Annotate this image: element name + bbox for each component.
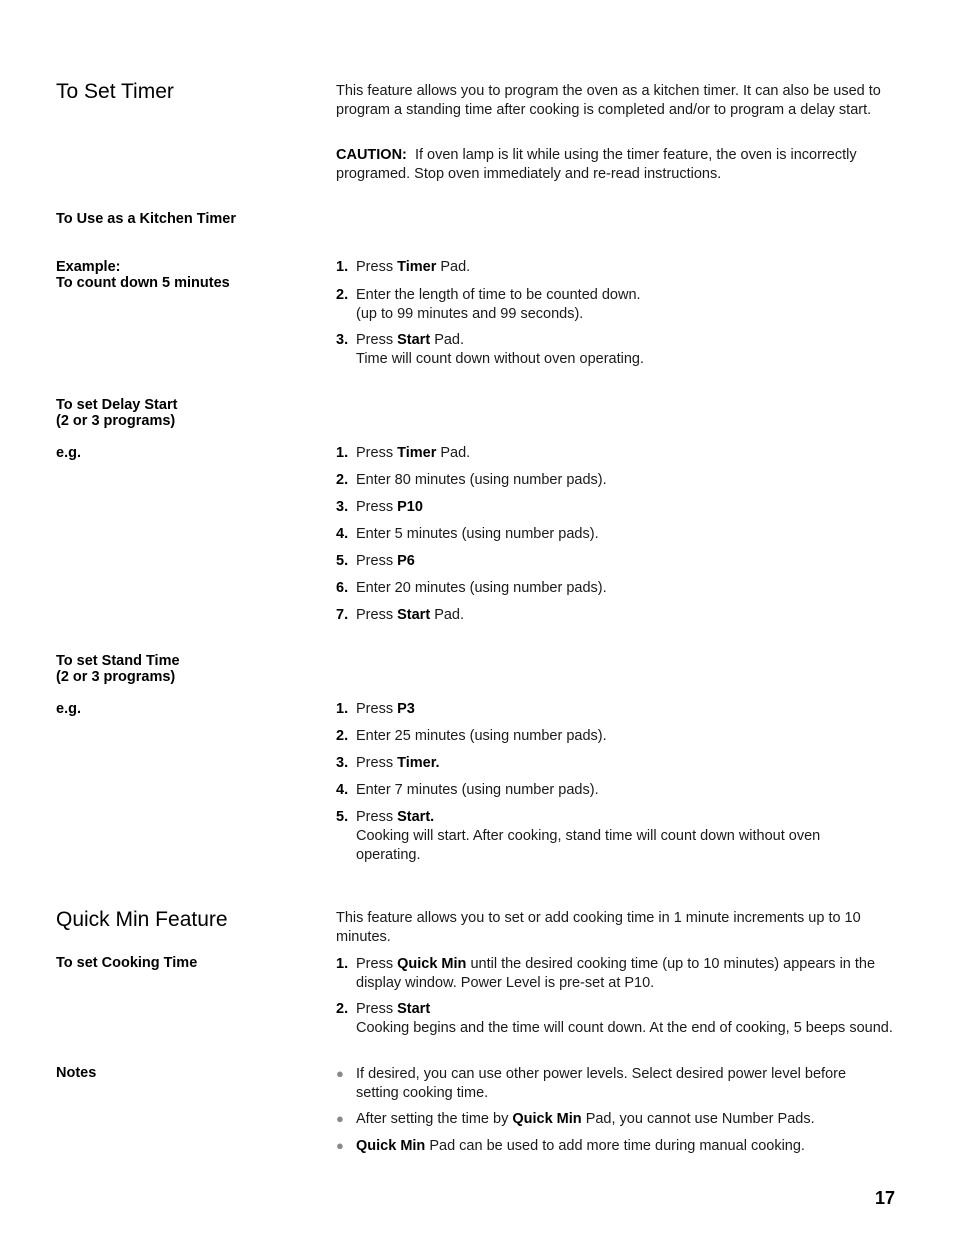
delay-step-6: 6. Enter 20 minutes (using number pads).	[336, 580, 607, 596]
example-label: Example: To count down 5 minutes	[56, 259, 230, 291]
timer-caution	[336, 146, 896, 183]
timer-intro: This feature allows you to program the oven as a kitchen timer. It can also be used to program a standing time after cooking is completed and/or to program a delay start.	[336, 83, 881, 118]
delay-step-1: 1. Press Timer Pad.	[336, 445, 471, 461]
delay-start-label: To set Delay Start (2 or 3 programs)	[56, 397, 178, 429]
bullet-icon: ●	[336, 1138, 344, 1153]
kitchen-step-2: 2. Enter the length of time to be counted down. (up to 99 minutes and 99 seconds).	[336, 287, 641, 322]
stand-step-5: 5. Press Start. Cooking will start. After cooking, stand time will count down without oven operating.	[336, 809, 821, 863]
notes-label: Notes	[56, 1065, 97, 1081]
note-item-1: ● If desired, you can use other power levels. Select desired power level before setting cooking time.	[336, 1066, 847, 1101]
delay-step-4: 4. Enter 5 minutes (using number pads).	[336, 526, 599, 542]
caution-text: If oven lamp is lit while using the timer feature, the oven is incorrectly programed. Stop oven immediately and re-read instructions.	[336, 147, 857, 182]
page-number: 17	[875, 1188, 896, 1208]
stand-step-2: 2. Enter 25 minutes (using number pads).	[336, 728, 607, 744]
note-item-2: ● After setting the time by Quick Min Pad, you cannot use Number Pads.	[336, 1111, 815, 1127]
kitchen-timer-label: To Use as a Kitchen Timer	[56, 211, 236, 227]
delay-step-5: 5. Press P6	[336, 553, 415, 569]
quick-step-2: 2. Press Start Cooking begins and the time will count down. At the end of cooking, 5 beeps sound.	[336, 1001, 893, 1036]
stand-eg-label: e.g.	[56, 701, 81, 717]
stand-step-1: 1. Press P3	[336, 701, 415, 717]
cooking-time-label: To set Cooking Time	[56, 955, 198, 971]
stand-time-label: To set Stand Time (2 or 3 programs)	[56, 653, 180, 685]
delay-step-7: 7. Press Start Pad.	[336, 607, 465, 623]
section-title-quick-min: Quick Min Feature	[56, 908, 228, 931]
caution-label: CAUTION:	[336, 147, 407, 163]
delay-eg-label: e.g.	[56, 445, 81, 461]
delay-step-2: 2. Enter 80 minutes (using number pads).	[336, 472, 607, 488]
bullet-icon: ●	[336, 1066, 344, 1081]
kitchen-step-1: 1. Press Timer Pad.	[336, 259, 471, 275]
note-item-3: ● Quick Min Pad can be used to add more time during manual cooking.	[336, 1138, 805, 1154]
kitchen-step-3: 3. Press Start Pad. Time will count down without oven operating.	[336, 332, 645, 367]
stand-step-3: 3. Press Timer.	[336, 755, 440, 771]
quick-step-1: 1. Press Quick Min until the desired cooking time (up to 10 minutes) appears in the display window. Power Level is pre-set at P10.	[336, 956, 876, 991]
section-title-set-timer: To Set Timer	[56, 80, 174, 103]
stand-step-4: 4. Enter 7 minutes (using number pads).	[336, 782, 599, 798]
delay-step-3: 3. Press P10	[336, 499, 423, 515]
bullet-icon: ●	[336, 1111, 344, 1126]
quick-min-intro: This feature allows you to set or add cooking time in 1 minute increments up to 10 minutes.	[336, 910, 861, 945]
